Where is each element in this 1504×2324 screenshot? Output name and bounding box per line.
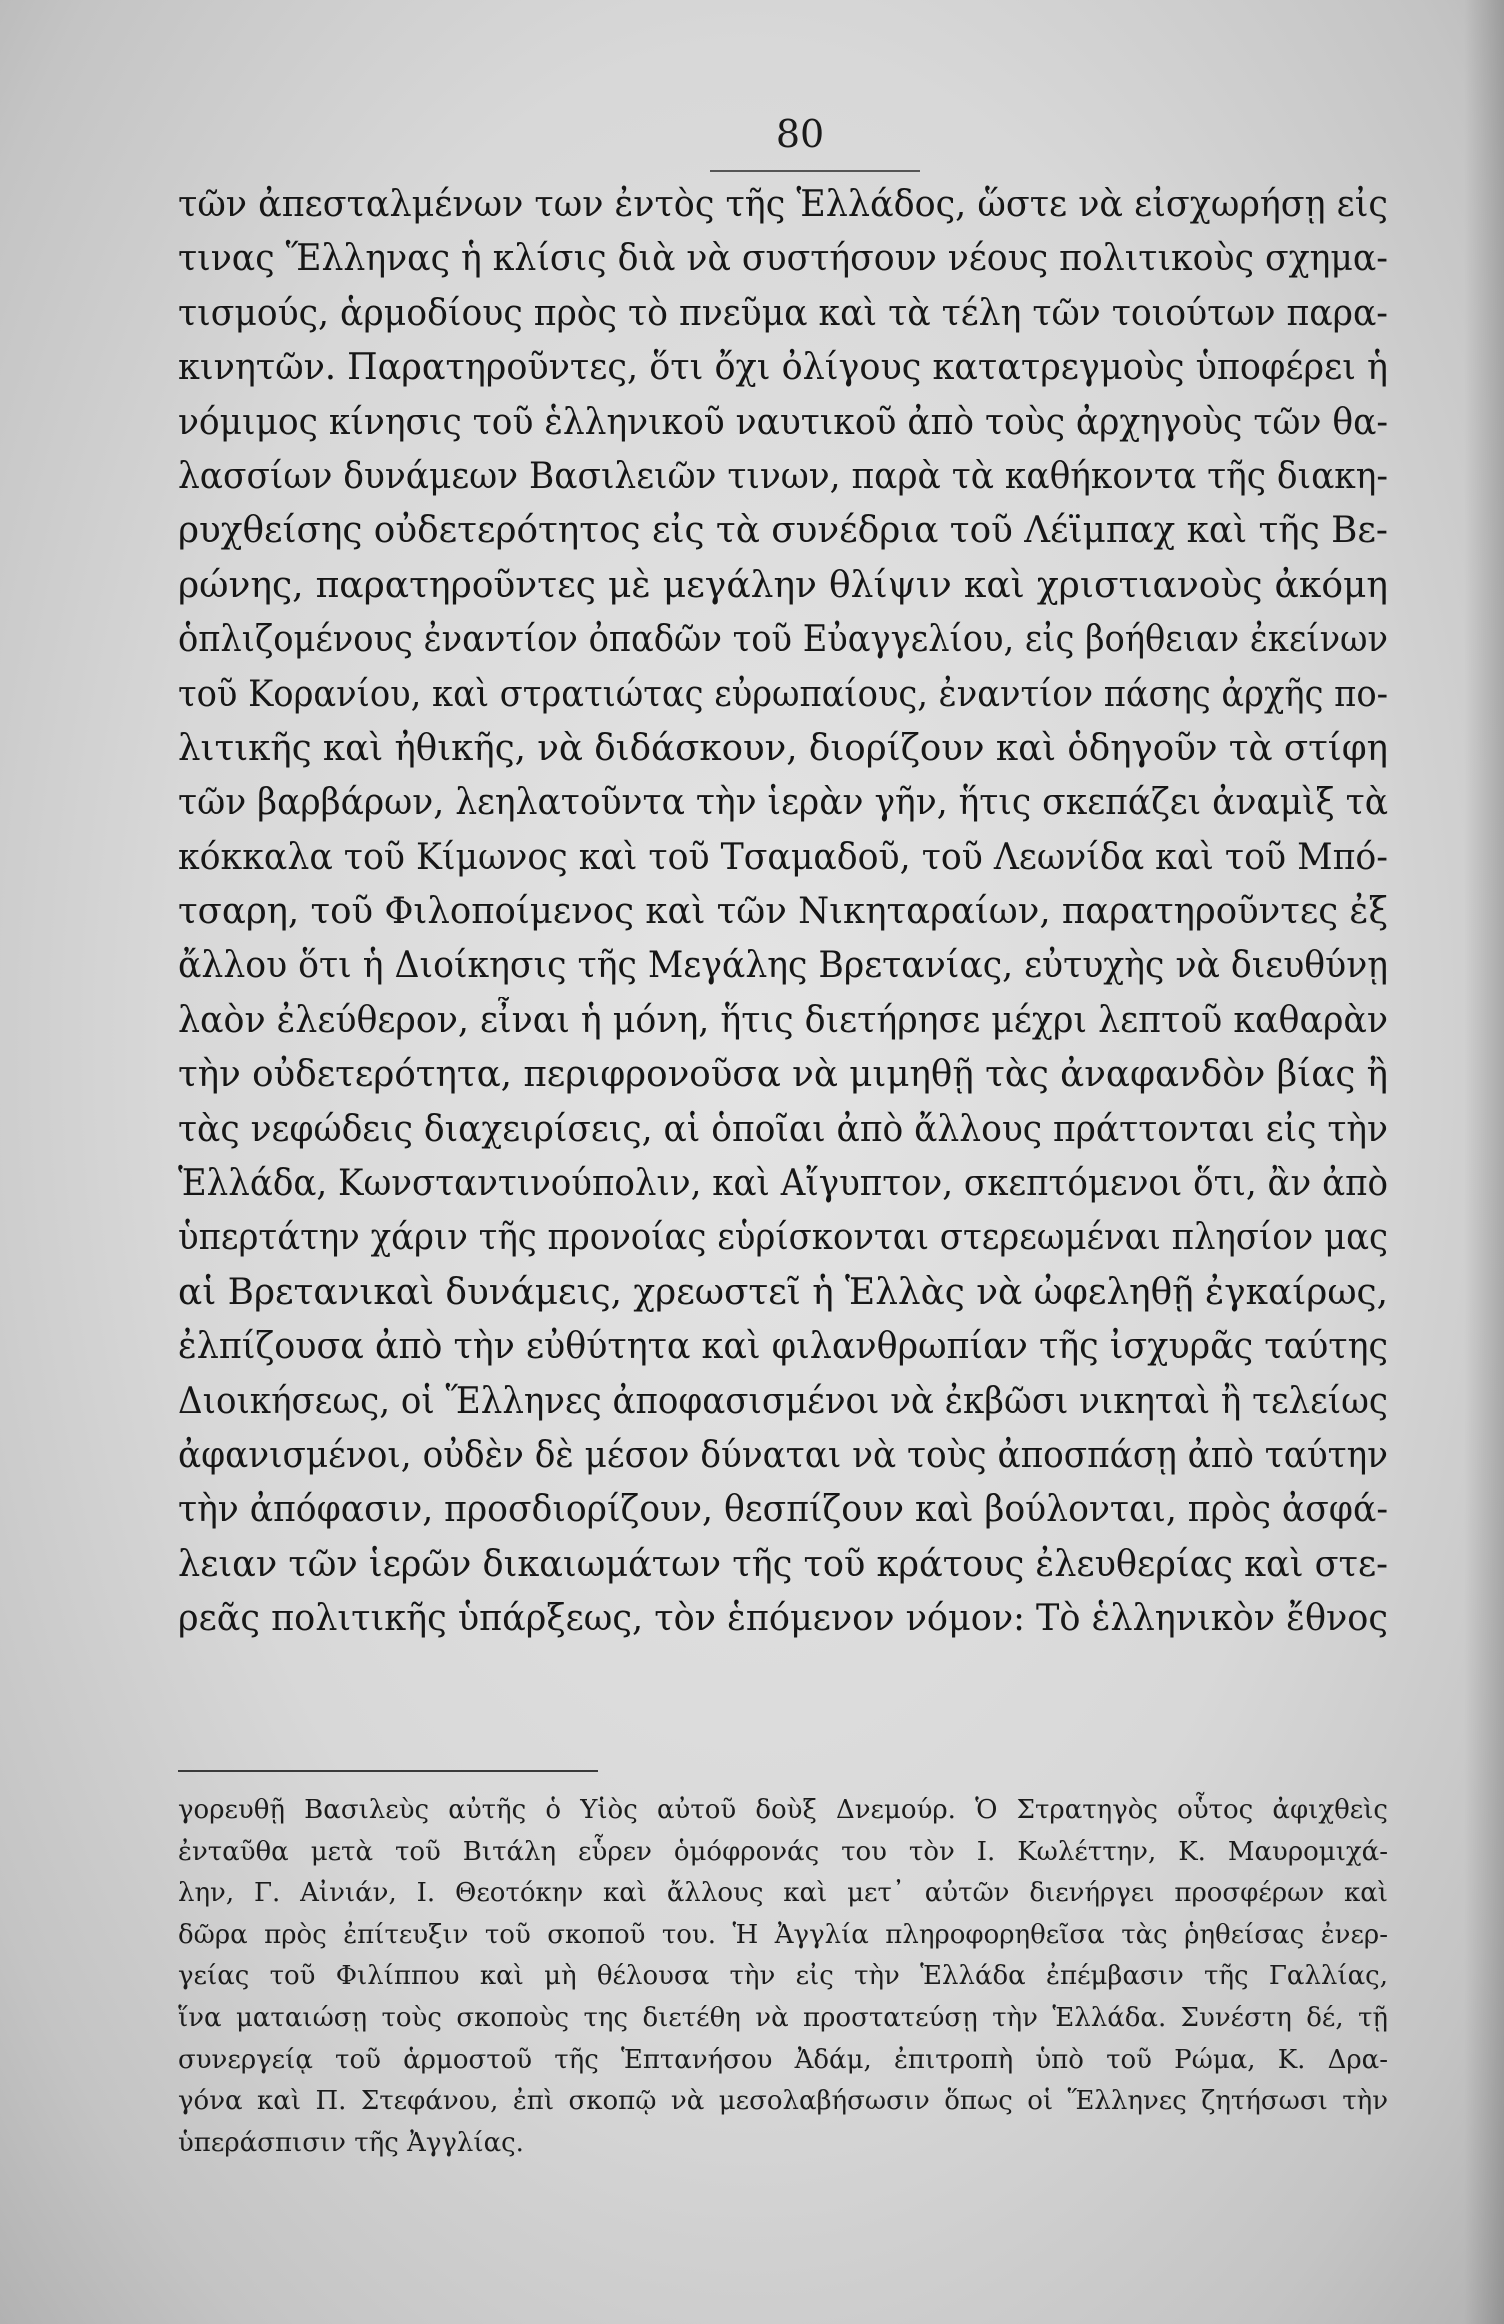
text-line: ρώνης, παρατηροῦντες μὲ μεγάλην θλίψιν καὶ χριστιανοὺς ἀκόμη — [178, 564, 1388, 606]
text-line: τῶν βαρβάρων, λεηλατοῦντα τὴν ἱερὰν γῆν, ἥτις σκεπάζει ἀναμὶξ τὰ — [178, 782, 1388, 824]
main-text — [178, 178, 1388, 1647]
footnote-line: ἐνταῦθα μετὰ τοῦ Βιτάλη εὗρεν ὁμόφρονάς του τὸν Ι. Κωλέττην, Κ. Μαυρομιχά- — [178, 1836, 1388, 1867]
page-number: 80 — [775, 112, 825, 156]
text-line: κινητῶν. Παρατηροῦντες, ὅτι ὄχι ὀλίγους κατατρεγμοὺς ὑποφέρει ἡ — [178, 347, 1388, 389]
text-line: τὴν οὐδετερότητα, περιφρονοῦσα νὰ μιμηθῇ τὰς ἀναφανδὸν βίας ἢ — [178, 1054, 1388, 1096]
text-line: λειαν τῶν ἱερῶν δικαιωμάτων τῆς τοῦ κράτους ἐλευθερίας καὶ στε- — [178, 1543, 1388, 1585]
footnote-line: ἵνα ματαιώσῃ τοὺς σκοποὺς της διετέθη νὰ προστατεύσῃ τὴν Ἑλλάδα. Συνέστη δέ, τῇ — [178, 2002, 1388, 2033]
text-line: κόκκαλα τοῦ Κίμωνος καὶ τοῦ Τσαμαδοῦ, τοῦ Λεωνίδα καὶ τοῦ Μπό- — [178, 836, 1388, 878]
page-edge-shadow — [1464, 0, 1504, 2324]
text-line: λιτικῆς καὶ ἠθικῆς, νὰ διδάσκουν, διορίζουν καὶ ὁδηγοῦν τὰ στίφη — [178, 727, 1388, 769]
footnote-line: ὑπεράσπισιν τῆς Ἀγγλίας. — [178, 2127, 524, 2158]
text-line: τινας Ἕλληνας ἡ κλίσις διὰ νὰ συστήσουν νέους πολιτικοὺς σχημα- — [178, 238, 1388, 280]
text-line: ρυχθείσης οὐδετερότητος εἰς τὰ συνέδρια τοῦ Λέϊμπαχ καὶ τῆς Βε- — [178, 510, 1388, 552]
text-line: αἱ Βρετανικαὶ δυνάμεις, χρεωστεῖ ἡ Ἑλλὰς νὰ ὠφεληθῇ ἐγκαίρως, — [178, 1271, 1388, 1313]
text-line: Ἑλλάδα, Κωνσταντινούπολιν, καὶ Αἴγυπτον, σκεπτόμενοι ὅτι, ἂν ἀπὸ — [178, 1163, 1388, 1205]
page-number-rule — [710, 170, 920, 172]
text-line: ἀφανισμένοι, οὐδὲν δὲ μέσον δύναται νὰ τοὺς ἀποσπάσῃ ἀπὸ ταύτην — [178, 1434, 1388, 1476]
text-line: ἐλπίζουσα ἀπὸ τὴν εὐθύτητα καὶ φιλανθρωπίαν τῆς ἰσχυρᾶς ταύτης — [178, 1326, 1388, 1368]
footnote-line: συνεργείᾳ τοῦ ἁρμοστοῦ τῆς Ἑπτανήσου Ἀδάμ, ἐπιτροπὴ ὑπὸ τοῦ Ρώμα, Κ. Δρα- — [178, 2044, 1388, 2075]
footnote-line: γορευθῇ Βασιλεὺς αὐτῆς ὁ Υἱὸς αὐτοῦ δοὺξ Δνεμούρ. Ὁ Στρατηγὸς οὗτος ἀφιχθεὶς — [178, 1795, 1388, 1825]
text-line: λασσίων δυνάμεων Βασιλειῶν τινων, παρὰ τὰ καθήκοντα τῆς διακη- — [178, 455, 1388, 497]
text-line: τσαρη, τοῦ Φιλοποίμενος καὶ τῶν Νικηταραίων, παρατηροῦντες ἐξ — [178, 891, 1388, 933]
footnote-line: γείας τοῦ Φιλίππου καὶ μὴ θέλουσα τὴν εἰς τὴν Ἑλλάδα ἐπέμβασιν τῆς Γαλλίας, — [178, 1961, 1388, 1992]
footnotes — [178, 1790, 1388, 2164]
text-line: ἄλλου ὅτι ἡ Διοίκησις τῆς Μεγάλης Βρετανίας, εὐτυχὴς νὰ διευθύνῃ — [178, 945, 1388, 987]
text-line: τισμούς, ἁρμοδίους πρὸς τὸ πνεῦμα καὶ τὰ τέλη τῶν τοιούτων παρα- — [178, 292, 1388, 334]
text-line: τὰς νεφώδεις διαχειρίσεις, αἱ ὁποῖαι ἀπὸ ἄλλους πράττονται εἰς τὴν — [178, 1108, 1388, 1150]
footnote-line: λην, Γ. Αἰνιάν, Ι. Θεοτόκην καὶ ἄλλους καὶ μετ᾽ αὐτῶν διενήργει προσφέρων καὶ — [178, 1878, 1388, 1909]
text-line: ὑπερτάτην χάριν τῆς προνοίας εὑρίσκονται στερεωμέναι πλησίον μας — [178, 1217, 1388, 1259]
text-line: Διοικήσεως, οἱ Ἕλληνες ἀποφασισμένοι νὰ ἐκβῶσι νικηταὶ ἢ τελείως — [178, 1380, 1388, 1422]
text-line: ὁπλιζομένους ἐναντίον ὀπαδῶν τοῦ Εὐαγγελίου, εἰς βοήθειαν ἐκείνων — [178, 619, 1388, 661]
text-line: τοῦ Κορανίου, καὶ στρατιώτας εὐρωπαίους, ἐναντίον πάσης ἀρχῆς πο- — [178, 673, 1388, 715]
text-line: τὴν ἀπόφασιν, προσδιορίζουν, θεσπίζουν καὶ βούλονται, πρὸς ἀσφά- — [178, 1489, 1388, 1531]
footnote-line: γόνα καὶ Π. Στεφάνου, ἐπὶ σκοπῷ νὰ μεσολαβήσωσιν ὅπως οἱ Ἕλληνες ζητήσωσι τὴν — [178, 2086, 1388, 2117]
text-line: λαὸν ἐλεύθερον, εἶναι ἡ μόνη, ἥτις διετήρησε μέχρι λεπτοῦ καθαρὰν — [178, 999, 1388, 1041]
footnote-rule — [178, 1770, 598, 1772]
footnote-line: δῶρα πρὸς ἐπίτευξιν τοῦ σκοποῦ του. Ἡ Ἀγγλία πληροφορηθεῖσα τὰς ῥηθείσας ἐνερ- — [178, 1919, 1388, 1950]
text-line: ρεᾶς πολιτικῆς ὑπάρξεως, τὸν ἑπόμενον νόμον: Τὸ ἑλληνικὸν ἔθνος — [178, 1598, 1388, 1640]
text-line: νόμιμος κίνησις τοῦ ἑλληνικοῦ ναυτικοῦ ἀπὸ τοὺς ἀρχηγοὺς τῶν θα- — [178, 401, 1388, 443]
text-line: τῶν ἀπεσταλμένων των ἐντὸς τῆς Ἑλλάδος, ὥστε νὰ εἰσχωρήσῃ εἰς — [178, 184, 1388, 225]
